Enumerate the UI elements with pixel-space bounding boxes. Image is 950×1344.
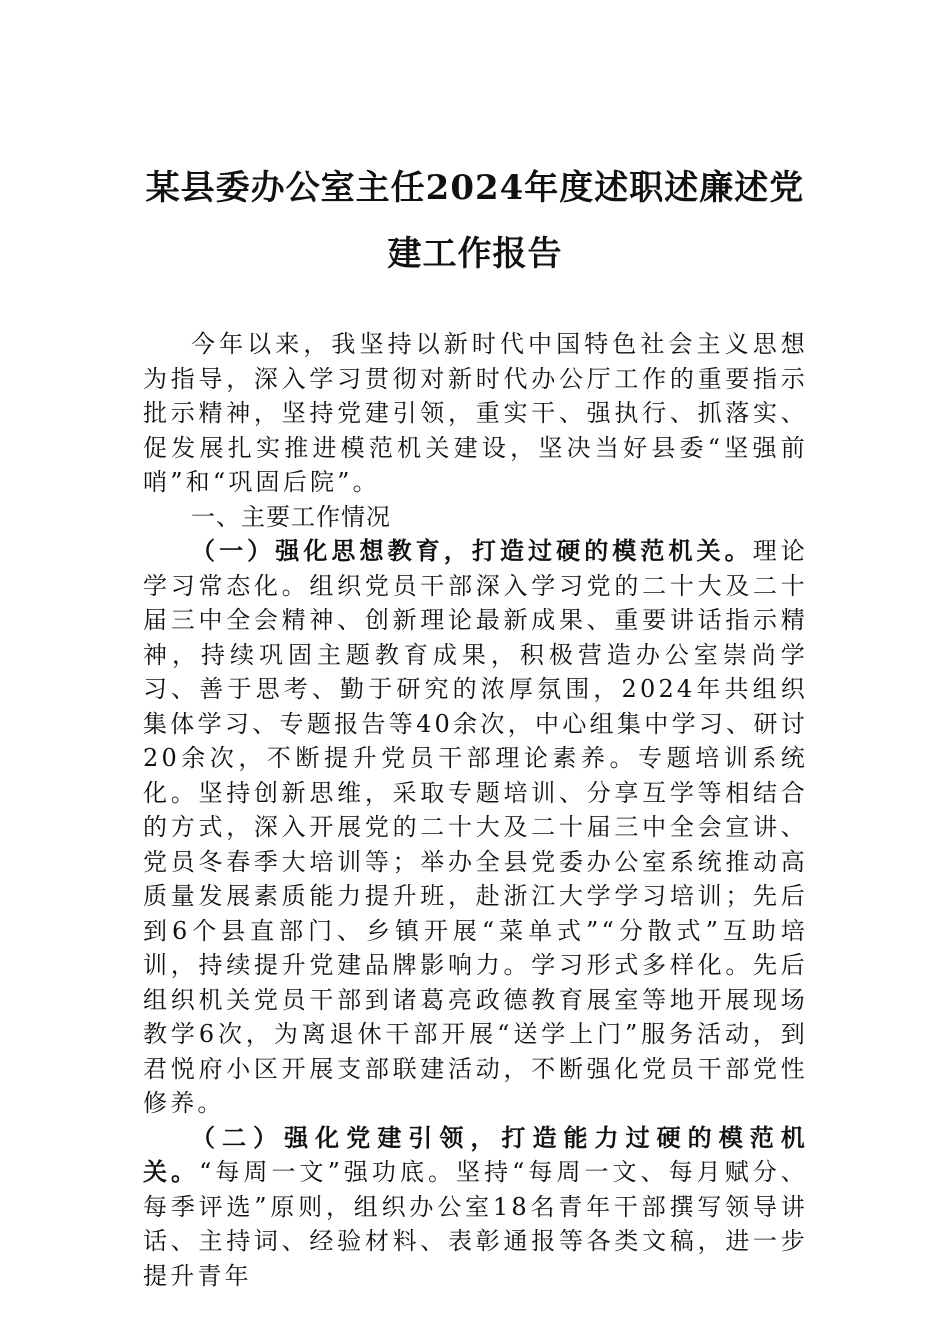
- subsection-2-paragraph: [143, 1121, 808, 1294]
- section-heading-1: 一、主要工作情况: [191, 502, 391, 531]
- title-line-2: 建工作报告: [387, 234, 563, 274]
- document-body: [143, 327, 808, 1293]
- document-title: [130, 155, 820, 287]
- title-line-1: 某县委办公室主任2024年度述职述廉述党: [145, 168, 805, 208]
- subsection-2-heading: （二）强化党建引领，打造能力过硬的模范机关。: [143, 1122, 808, 1186]
- subsection-2-body: “每周一文”强功底。坚持“每周一文、每月赋分、每季评选”原则，组织办公室18名青年干部撰写领导讲话、主持词、经验材料、表彰通报等各类文稿，进一步提升青年: [143, 1158, 808, 1290]
- subsection-1-heading: （一）强化思想教育，打造过硬的模范机关。: [191, 536, 753, 565]
- intro-paragraph: 今年以来，我坚持以新时代中国特色社会主义思想为指导，深入学习贯彻对新时代办公厅工作的重要指示批示精神，坚持党建引领，重实干、强执行、抓落实、促发展扎实推进模范机关建设，坚决当好县委“坚强前哨”和“巩固后院”。: [143, 330, 808, 496]
- subsection-1-body: 理论学习常态化。组织党员干部深入学习党的二十大及二十届三中全会精神、创新理论最新成果、重要讲话指示精神，持续巩固主题教育成果，积极营造办公室崇尚学习、善于思考、勤于研究的浓厚氛围，2024年共组织集体学习、专题报告等40余次，中心组集中学习、研讨20余次，不断提升党员干部理论素养。专题培训系统化。坚持创新思维，采取专题培训、分享互学等相结合的方式，深入开展党的二十大及二十届三中全会宣讲、党员冬春季大培训等；举办全县党委办公室系统推动高质量发展素质能力提升班，赴浙江大学学习培训；先后到6个县直部门、乡镇开展“菜单式”“分散式”互助培训，持续提升党建品牌影响力。学习形式多样化。先后组织机关党员干部到诸葛亮政德教育展室等地开展现场教学6次，为离退休干部开展“送学上门”服务活动，到君悦府小区开展支部联建活动，不断强化党员干部党性修养。: [143, 537, 809, 1117]
- subsection-1-paragraph: [143, 534, 808, 1121]
